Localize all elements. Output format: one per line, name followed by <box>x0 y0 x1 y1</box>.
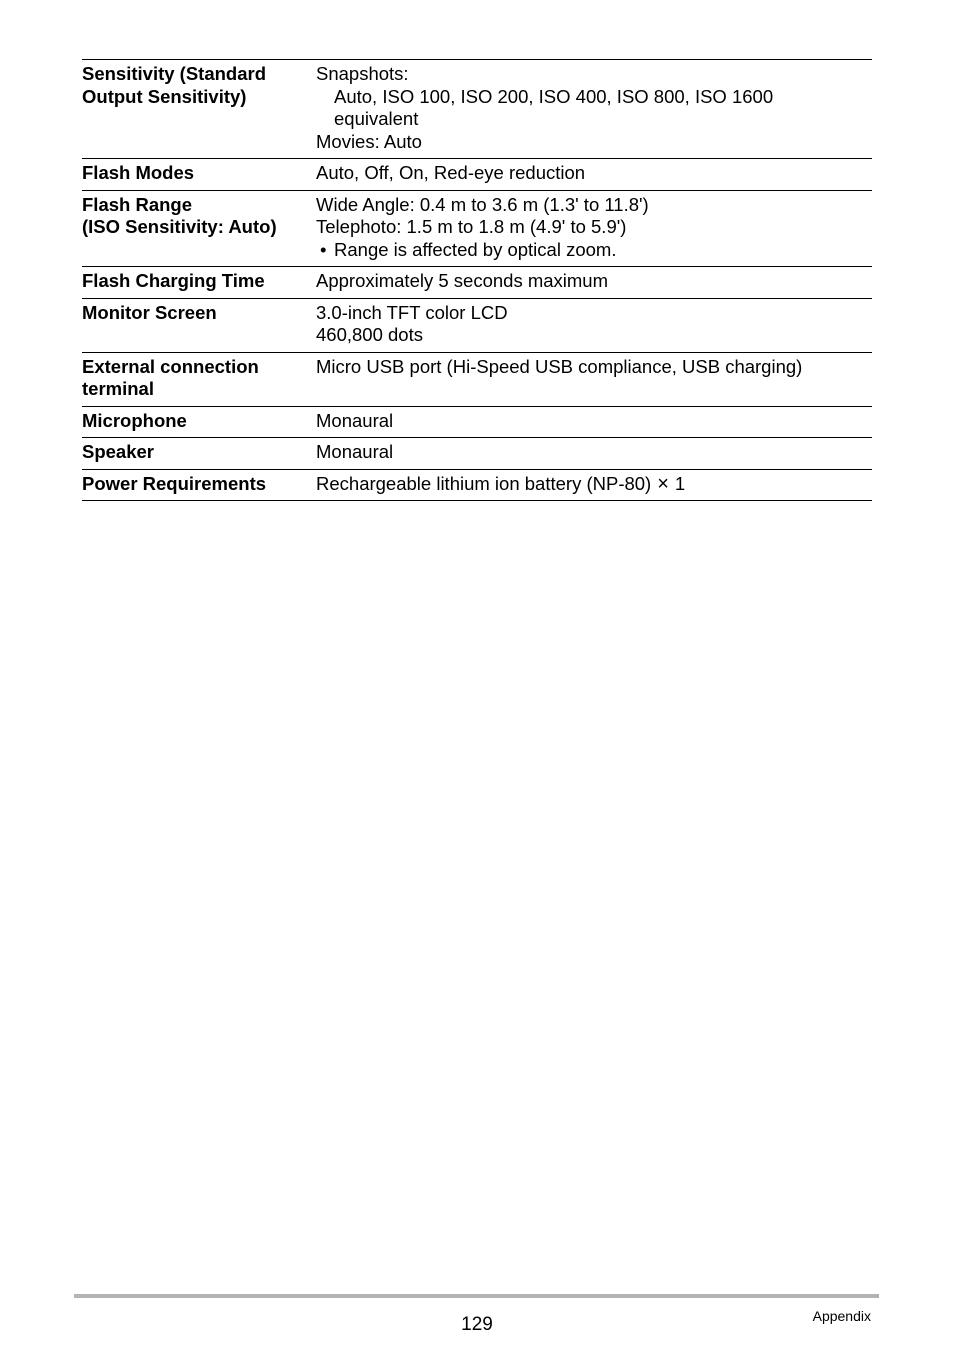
spec-value-text: Micro USB port (Hi-Speed USB compliance, USB charging) <box>316 355 803 377</box>
spec-value-line <box>316 216 872 239</box>
spec-value-text: Monaural <box>316 409 394 431</box>
spec-label <box>82 194 316 262</box>
page-number: 129 <box>461 1314 493 1335</box>
spec-label <box>82 356 316 401</box>
spec-value <box>316 162 872 185</box>
spec-label-line: Sensitivity (Standard <box>82 63 267 84</box>
spec-row <box>82 299 872 353</box>
spec-value <box>316 63 872 153</box>
spec-value-text: 460,800 dots <box>316 324 423 345</box>
spec-value-text: Wide Angle: 0.4 m to 3.6 m (1.3' to 11.8') <box>316 193 649 215</box>
spec-row <box>82 191 872 268</box>
spec-label-line: Flash Range <box>82 193 192 215</box>
spec-value <box>316 270 872 293</box>
spec-value-text: 3.0-inch TFT color LCD <box>316 301 508 323</box>
spec-label <box>82 302 316 347</box>
spec-value-text: Auto, ISO 100, ISO 200, ISO 400, ISO 800, ISO 1600 <box>334 85 774 107</box>
spec-value-text: Snapshots: <box>316 63 409 84</box>
spec-value-text: Monaural <box>316 441 394 462</box>
spec-label-line: Microphone <box>82 409 187 431</box>
spec-value <box>316 356 872 401</box>
spec-row <box>82 267 872 299</box>
spec-value-line <box>316 63 872 86</box>
spec-value-text: Approximately 5 seconds maximum <box>316 270 608 291</box>
spec-value-line <box>316 86 872 109</box>
spec-label <box>82 63 316 153</box>
spec-value-text: Movies: Auto <box>316 130 422 152</box>
footer-rule <box>74 1294 879 1298</box>
spec-label-line: terminal <box>82 378 154 399</box>
spec-value <box>316 441 872 464</box>
spec-value-line <box>316 162 872 185</box>
spec-value-line <box>316 356 872 379</box>
spec-value <box>316 194 872 262</box>
spec-value-text: Range is affected by optical zoom. <box>334 238 617 260</box>
spec-row <box>82 353 872 407</box>
spec-value-line <box>316 410 872 433</box>
spec-label-line: (ISO Sensitivity: Auto) <box>82 216 277 237</box>
spec-label <box>82 162 316 185</box>
spec-row <box>82 159 872 191</box>
multiply-symbol: × <box>657 472 669 495</box>
spec-value <box>316 410 872 433</box>
spec-row <box>82 407 872 439</box>
spec-value-line <box>316 108 872 131</box>
section-name: Appendix <box>812 1308 871 1324</box>
spec-label <box>82 473 316 496</box>
spec-value-line <box>316 302 872 325</box>
spec-label-line: External connection <box>82 355 259 377</box>
spec-label-line: Flash Charging Time <box>82 270 265 291</box>
spec-label-line: Flash Modes <box>82 162 195 183</box>
spec-label-line: Output Sensitivity) <box>82 85 247 107</box>
spec-value-text: Rechargeable lithium ion battery (NP-80) <box>316 472 652 494</box>
spec-row <box>82 438 872 470</box>
spec-value-line <box>316 324 872 347</box>
spec-value <box>316 302 872 347</box>
spec-value-text: Auto, Off, On, Red-eye reduction <box>316 162 586 183</box>
spec-label <box>82 441 316 464</box>
spec-value <box>316 473 872 496</box>
spec-bullet-line <box>316 239 872 262</box>
spec-value-line <box>316 270 872 293</box>
spec-value-line <box>316 194 872 217</box>
spec-row <box>82 60 872 159</box>
spec-value-line <box>316 473 872 496</box>
spec-value-line <box>316 131 872 154</box>
spec-label-line: Power Requirements <box>82 472 267 494</box>
spec-label <box>82 270 316 293</box>
spec-table <box>82 59 872 501</box>
quantity-value: 1 <box>674 472 686 494</box>
spec-label <box>82 410 316 433</box>
spec-value-text: equivalent <box>334 108 419 129</box>
spec-value-line <box>316 441 872 464</box>
spec-row <box>82 470 872 502</box>
spec-label-line: Speaker <box>82 441 154 462</box>
spec-label-line: Monitor Screen <box>82 301 217 323</box>
spec-value-text: Telephoto: 1.5 m to 1.8 m (4.9' to 5.9') <box>316 216 627 237</box>
